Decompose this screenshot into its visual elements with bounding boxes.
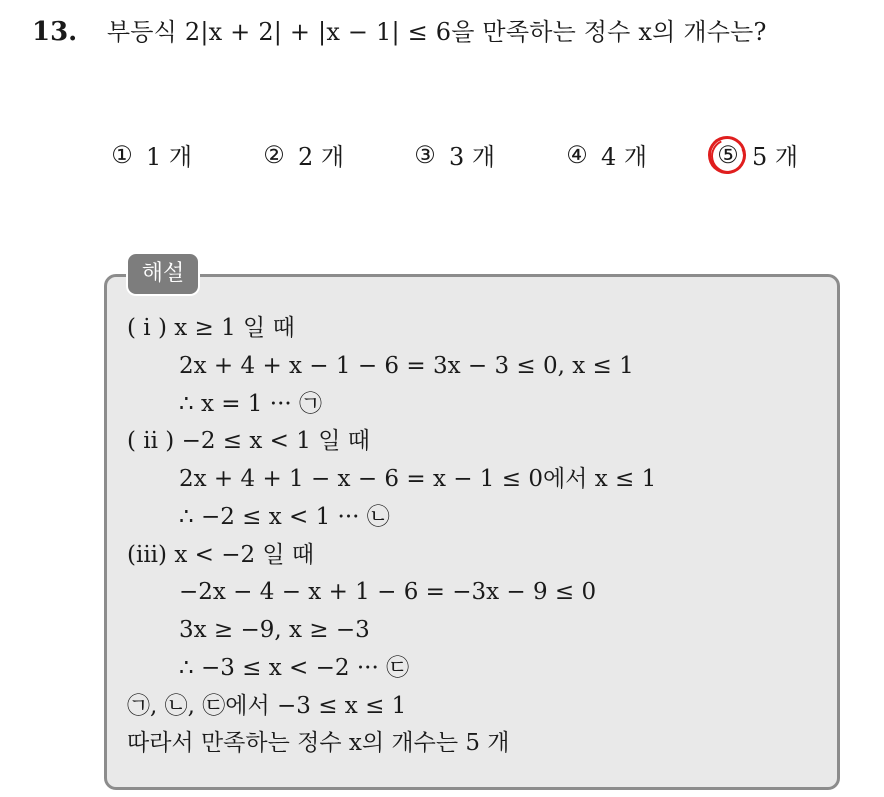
- solution-line: ( i ) x ≥ 1 일 때: [127, 315, 295, 341]
- choice-number-text: ⑤: [717, 140, 739, 169]
- solution-line: 3x ≥ −9, x ≥ −3: [179, 617, 370, 643]
- choice-label: 3 개: [449, 143, 496, 171]
- solution-line: ㉠, ㉡, ㉢에서 −3 ≤ x ≤ 1: [127, 693, 407, 719]
- question-number: 13.: [32, 17, 78, 47]
- choice-label: 4 개: [601, 143, 648, 171]
- choice-number: ③: [414, 140, 436, 169]
- solution-line: ∴ −2 ≤ x < 1 ··· ㉡: [179, 504, 390, 530]
- choice-4[interactable]: [563, 137, 647, 172]
- solution-line: −2x − 4 − x + 1 − 6 = −3x − 9 ≤ 0: [179, 579, 597, 605]
- choice-label: 2 개: [298, 143, 345, 171]
- question-text: 부등식 2|x + 2| + |x − 1| ≤ 6을 만족하는 정수 x의 개수는?: [106, 18, 767, 46]
- choice-label: 5 개: [752, 143, 799, 171]
- answer-choices: [0, 137, 884, 177]
- solution-tab: 해설: [128, 254, 198, 294]
- solution-line: ( ii ) −2 ≤ x < 1 일 때: [127, 428, 370, 454]
- choice-3[interactable]: [411, 137, 495, 172]
- choice-2[interactable]: [260, 137, 344, 172]
- choice-number: ①: [111, 140, 133, 169]
- choice-1[interactable]: [108, 137, 192, 172]
- solution-line: ∴ −3 ≤ x < −2 ··· ㉢: [179, 655, 410, 681]
- solution-line: 2x + 4 + x − 1 − 6 = 3x − 3 ≤ 0, x ≤ 1: [179, 353, 634, 379]
- solution-line: ∴ x = 1 ··· ㉠: [179, 391, 322, 417]
- solution-line: 2x + 4 + 1 − x − 6 = x − 1 ≤ 0에서 x ≤ 1: [179, 466, 657, 492]
- choice-label: 1 개: [146, 143, 193, 171]
- solution-line: 따라서 만족하는 정수 x의 개수는 5 개: [127, 730, 510, 756]
- choice-number: ④: [566, 140, 588, 169]
- question: [32, 12, 767, 47]
- solution-line: (iii) x < −2 일 때: [127, 542, 315, 568]
- choice-number: [714, 141, 742, 169]
- choice-5[interactable]: [714, 137, 798, 172]
- choice-number: ②: [263, 140, 285, 169]
